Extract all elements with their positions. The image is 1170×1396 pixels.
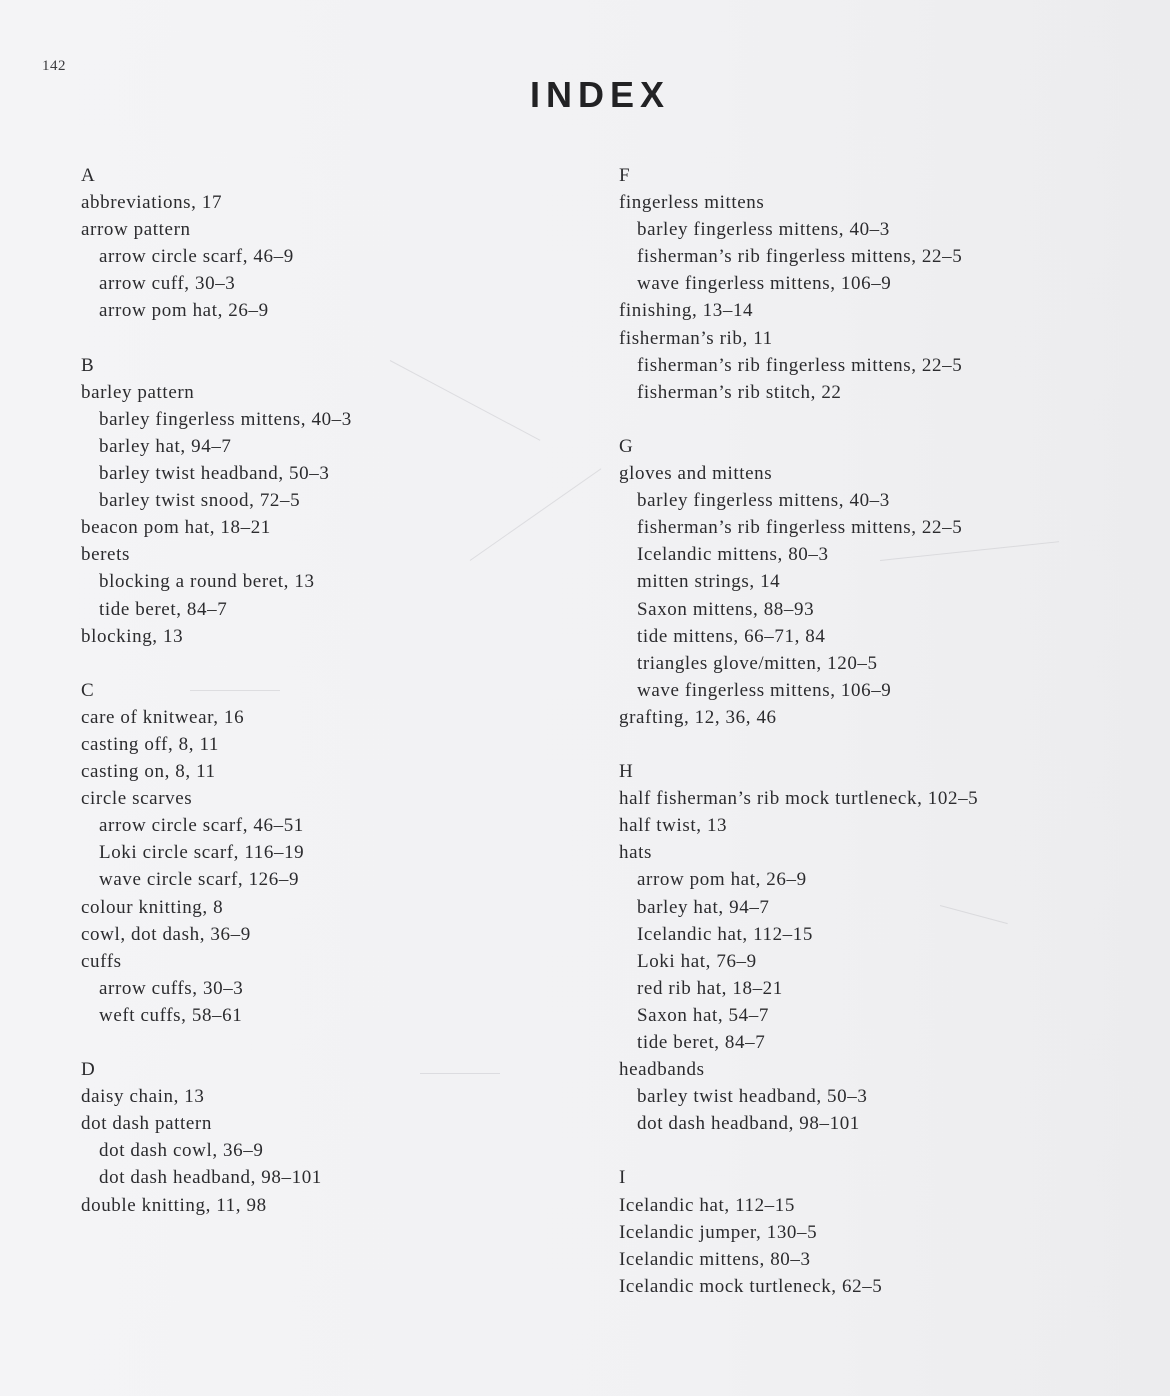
index-subentry: barley fingerless mittens, 40–3	[637, 219, 890, 241]
index-section-letter: I	[619, 1167, 626, 1189]
index-subentry: mitten strings, 14	[637, 571, 781, 593]
index-entry: hats	[619, 842, 653, 864]
index-entry: dot dash pattern	[81, 1113, 212, 1135]
index-subentry: arrow circle scarf, 46–51	[99, 815, 304, 837]
index-section-letter: F	[619, 165, 631, 186]
index-section-letter: A	[81, 165, 96, 186]
section-gap	[81, 650, 601, 677]
section-gap	[81, 1029, 601, 1056]
index-subentry: arrow pom hat, 26–9	[637, 869, 807, 891]
index-entry: half fisherman’s rib mock turtleneck, 102–5	[619, 788, 979, 810]
index-entry: blocking, 13	[81, 625, 184, 647]
page-number: 142	[42, 58, 66, 74]
index-subentry: wave fingerless mittens, 106–9	[637, 273, 892, 295]
index-entry: grafting, 12, 36, 46	[619, 706, 777, 728]
index-subentry: barley twist snood, 72–5	[99, 490, 301, 512]
index-entry: cowl, dot dash, 36–9	[81, 923, 251, 945]
index-column-right	[619, 162, 1139, 1300]
paper-scratch	[420, 1073, 500, 1074]
index-entry: daisy chain, 13	[81, 1086, 205, 1108]
index-section-letter: H	[619, 761, 634, 783]
index-subentry: wave fingerless mittens, 106–9	[637, 679, 892, 701]
index-entry: fisherman’s rib, 11	[619, 327, 773, 349]
paper-scratch	[190, 690, 280, 691]
index-subentry: barley hat, 94–7	[99, 435, 232, 457]
index-subentry: tide mittens, 66–71, 84	[637, 625, 826, 647]
index-subentry: Icelandic mittens, 80–3	[637, 544, 829, 566]
index-subentry: fisherman’s rib stitch, 22	[637, 381, 842, 403]
index-entry: gloves and mittens	[619, 463, 773, 485]
index-subentry: arrow pom hat, 26–9	[99, 300, 269, 322]
index-subentry: weft cuffs, 58–61	[99, 1004, 243, 1026]
page-title: INDEX	[529, 74, 671, 115]
index-entry: Icelandic jumper, 130–5	[619, 1221, 818, 1243]
index-section-letter: C	[81, 679, 95, 701]
index-section-letter: D	[81, 1059, 96, 1081]
index-entry: Icelandic hat, 112–15	[619, 1194, 795, 1216]
index-entry: barley pattern	[81, 381, 195, 403]
index-subentry: barley twist headband, 50–3	[637, 1086, 868, 1108]
index-subentry: Loki hat, 76–9	[637, 950, 757, 972]
index-subentry: arrow cuffs, 30–3	[99, 977, 244, 999]
index-entry: headbands	[619, 1059, 705, 1081]
section-gap	[619, 731, 1139, 758]
index-entry: Icelandic mock turtleneck, 62–5	[619, 1275, 883, 1297]
index-subentry: barley fingerless mittens, 40–3	[637, 490, 890, 512]
index-subentry: fisherman’s rib fingerless mittens, 22–5	[637, 246, 963, 268]
index-entry: berets	[81, 544, 130, 566]
index-entry: abbreviations, 17	[81, 192, 223, 214]
index-column-left	[81, 162, 601, 1219]
index-subentry: fisherman’s rib fingerless mittens, 22–5	[637, 354, 963, 376]
index-entry: casting off, 8, 11	[81, 733, 219, 755]
index-entry: fingerless mittens	[619, 192, 765, 214]
index-subentry: barley twist headband, 50–3	[99, 463, 330, 485]
index-subentry: triangles glove/mitten, 120–5	[637, 652, 878, 674]
index-subentry: barley fingerless mittens, 40–3	[99, 408, 352, 430]
index-subentry: Loki circle scarf, 116–19	[99, 842, 305, 864]
index-entry: arrow pattern	[81, 219, 191, 241]
index-subentry: blocking a round beret, 13	[99, 571, 315, 593]
index-section-letter: G	[619, 435, 634, 457]
index-subentry: dot dash cowl, 36–9	[99, 1140, 264, 1162]
index-subentry: arrow cuff, 30–3	[99, 273, 236, 295]
index-entry: care of knitwear, 16	[81, 706, 245, 728]
index-subentry: tide beret, 84–7	[637, 1032, 766, 1053]
index-entry: cuffs	[81, 950, 122, 972]
index-entry: half twist, 13	[619, 815, 728, 837]
index-entry: colour knitting, 8	[81, 896, 224, 918]
index-subentry: Saxon hat, 54–7	[637, 1004, 769, 1026]
index-entry: casting on, 8, 11	[81, 761, 216, 783]
index-subentry: arrow circle scarf, 46–9	[99, 246, 294, 268]
section-gap	[81, 325, 601, 352]
index-subentry: Saxon mittens, 88–93	[637, 598, 815, 620]
index-subentry: tide beret, 84–7	[99, 598, 228, 620]
index-subentry: barley hat, 94–7	[637, 896, 770, 918]
index-entry: double knitting, 11, 98	[81, 1194, 267, 1216]
index-entry: finishing, 13–14	[619, 300, 754, 322]
index-subentry: red rib hat, 18–21	[637, 977, 783, 999]
index-subentry: dot dash headband, 98–101	[637, 1113, 860, 1135]
index-subentry: fisherman’s rib fingerless mittens, 22–5	[637, 517, 963, 539]
section-gap	[619, 406, 1139, 433]
index-entry: Icelandic mittens, 80–3	[619, 1248, 811, 1270]
section-gap	[619, 1137, 1139, 1164]
index-subentry: wave circle scarf, 126–9	[99, 869, 300, 891]
index-section-letter: B	[81, 354, 95, 376]
index-subentry: Icelandic hat, 112–15	[637, 923, 813, 945]
index-entry: beacon pom hat, 18–21	[81, 517, 271, 539]
index-subentry: dot dash headband, 98–101	[99, 1167, 322, 1189]
index-entry: circle scarves	[81, 788, 193, 810]
